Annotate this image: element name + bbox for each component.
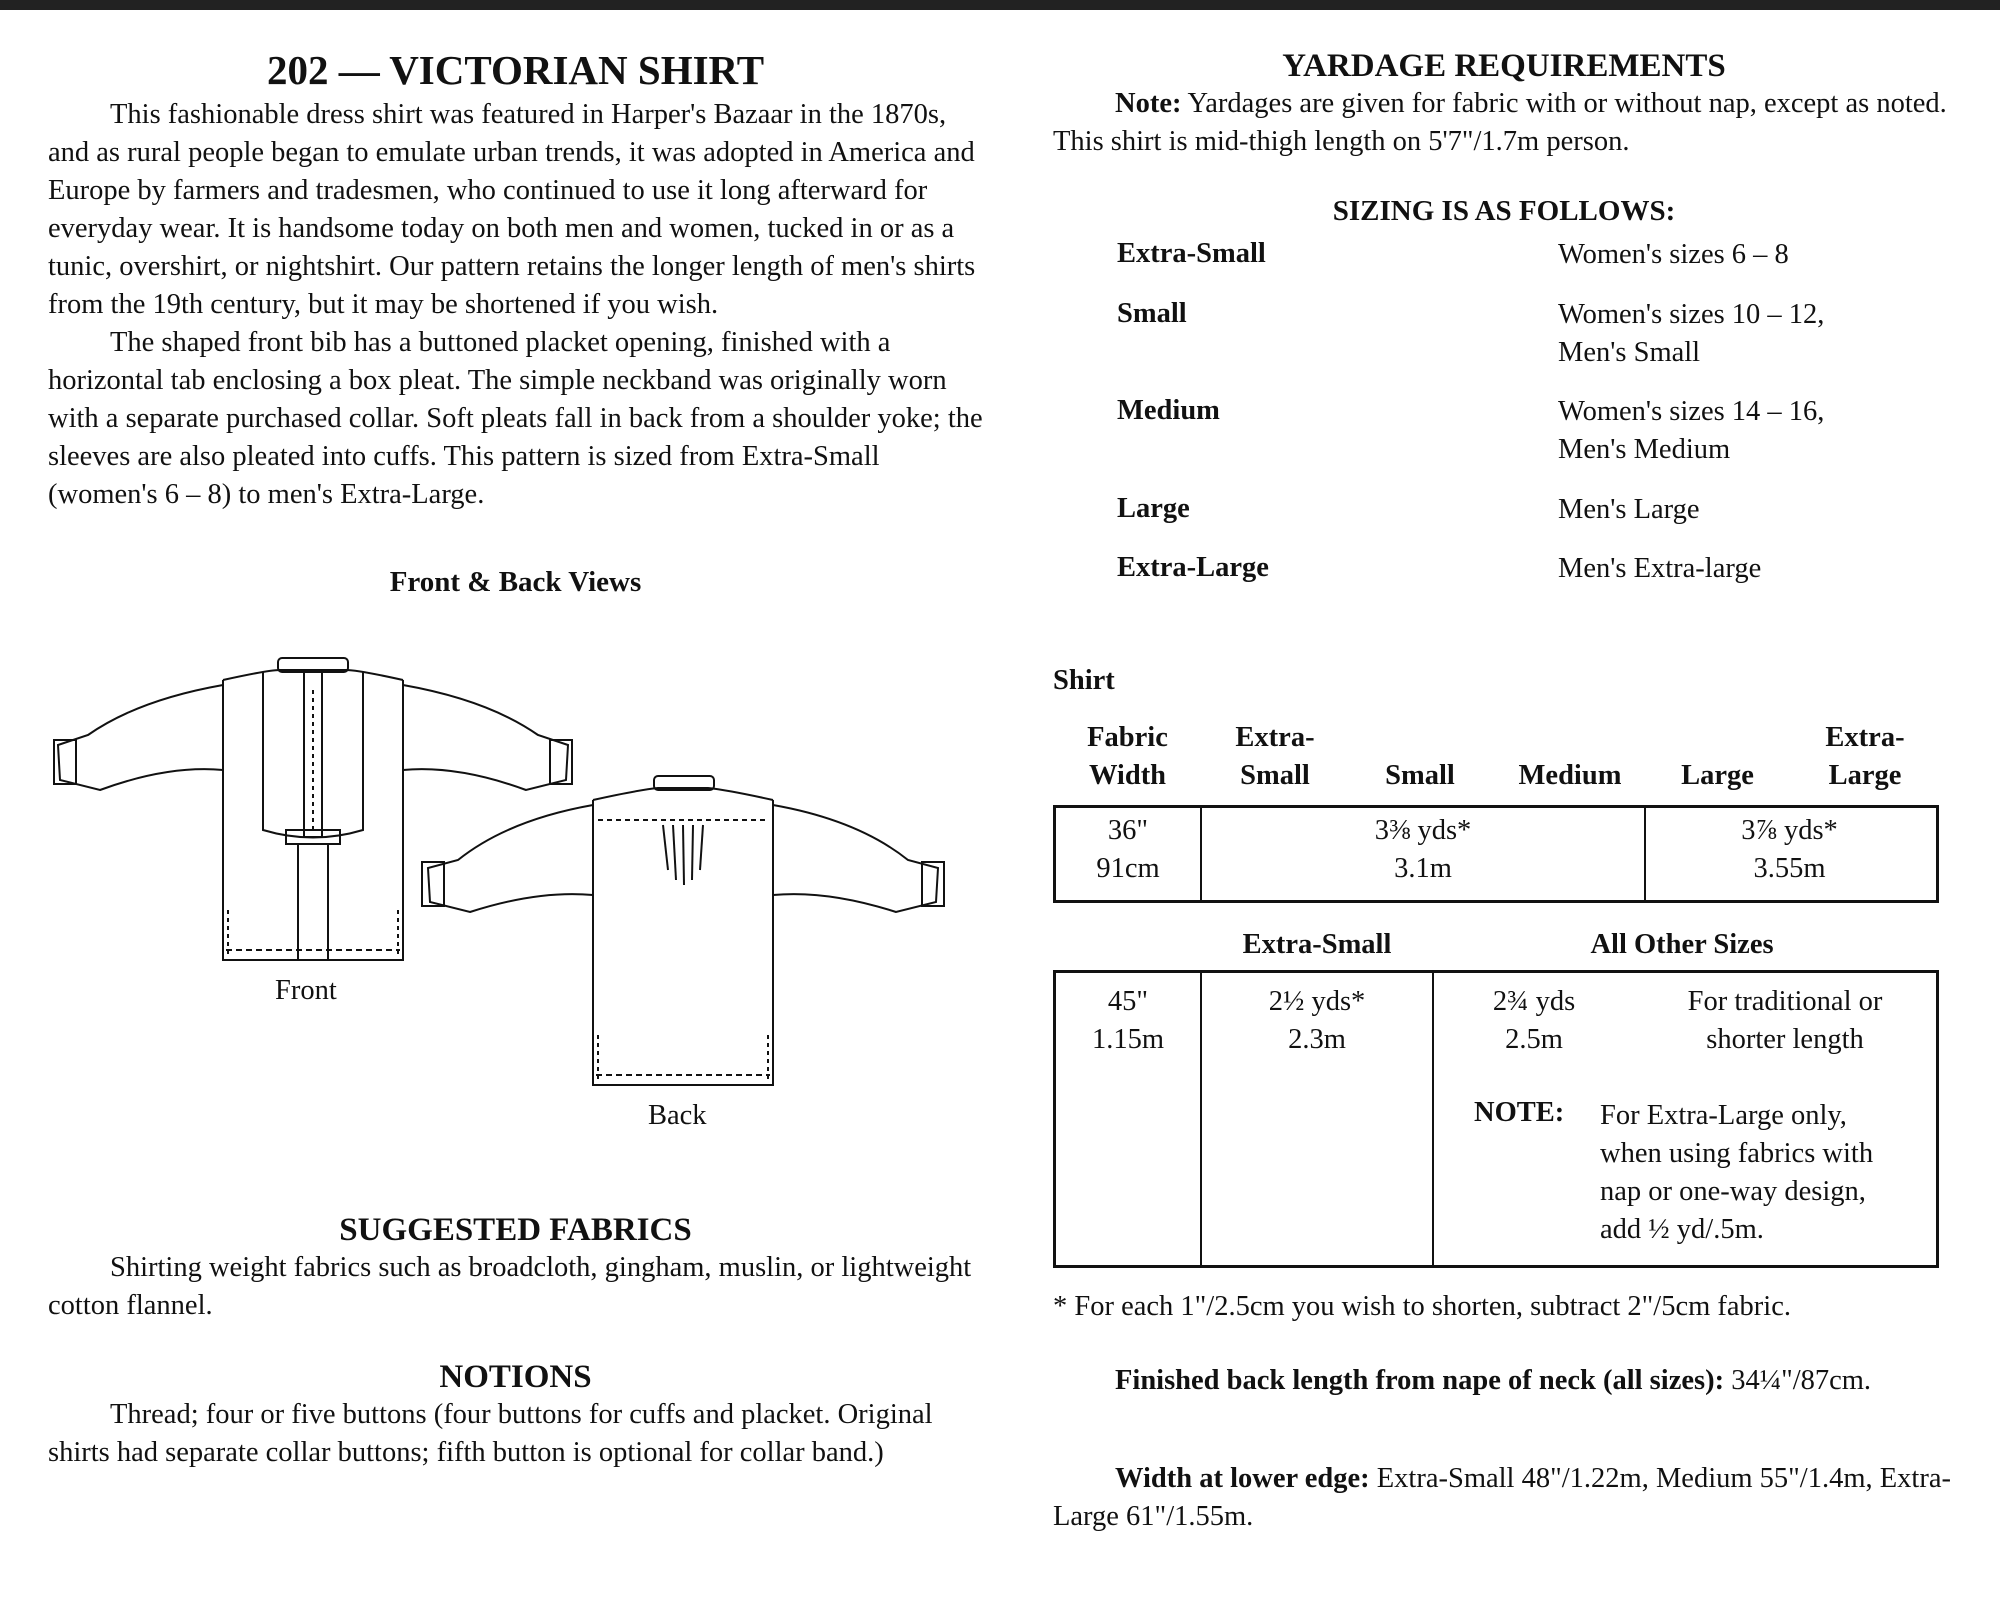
header-fabric-width xyxy=(1070,719,1185,795)
page-title: 202 — VICTORIAN SHIRT xyxy=(266,47,765,93)
back-length-label: Finished back length from nape of neck (all sizes): xyxy=(1115,1365,1725,1396)
cell-xs-to-large xyxy=(1202,812,1644,888)
yardage-note xyxy=(1053,85,1955,161)
fabrics-notions-section xyxy=(48,1212,983,1472)
notions-heading: NOTIONS xyxy=(439,1359,592,1395)
size-desc: Women's sizes 6 – 8 xyxy=(1558,239,1789,270)
size-name: Small xyxy=(1117,298,1187,329)
size-name: Extra-Large xyxy=(1117,552,1269,583)
left-column xyxy=(48,40,983,599)
cell-text: 91cm xyxy=(1096,853,1160,884)
header-all-other: All Other Sizes xyxy=(1590,929,1774,960)
back-label: Back xyxy=(648,1100,707,1131)
size-desc: Women's sizes 10 – 12, xyxy=(1558,299,1825,330)
notions-text: Thread; four or five buttons (four buttons for cuffs and placket. Original shirts had separate collar buttons; fifth button is optional for collar band.) xyxy=(48,1399,933,1468)
size-name: Large xyxy=(1117,493,1190,524)
cell-text: 45" xyxy=(1107,986,1149,1017)
cell-text: 3.55m xyxy=(1753,853,1826,884)
cell-text: shorter length xyxy=(1706,1024,1864,1055)
note-text: Yardages are given for fabric with or without nap, except as noted. This shirt is mid-thigh length on 5'7"/1.7m person. xyxy=(1053,88,1947,157)
size-name: Extra-Small xyxy=(1117,238,1266,269)
cell-text: 3.1m xyxy=(1394,853,1452,884)
cell-text: For traditional or xyxy=(1687,986,1883,1017)
note-line: nap or one-way design, xyxy=(1600,1176,1866,1207)
sizing-heading: SIZING IS AS FOLLOWS: xyxy=(1332,195,1676,227)
views-caption: Front & Back Views xyxy=(389,566,642,598)
intro-paragraph-1: This fashionable dress shirt was featured in Harper's Bazaar in the 1870s, and as rural people began to emulate urban trends, it was adopted in America and Europe by farmers and tradesmen, who continued to use it long afterward for everyday wear. It is handsome today on both men and women, tucked in or as a tunic, overshirt, or nightshirt. Our pattern retains the longer length of men's shirts from the 19th century, but it may be shortened if you wish. xyxy=(48,99,976,320)
cell-text: 2.3m xyxy=(1288,1024,1346,1055)
cell-text: 1.15m xyxy=(1091,1024,1165,1055)
size-desc: Men's Small xyxy=(1558,337,1701,368)
intro-paragraph-2: The shaped front bib has a buttoned placket opening, finished with a horizontal tab enclosing a box pleat. The simple neckband was originally worn with a separate purchased collar. Soft pleats fall in back from a shoulder yoke; the sleeves are also pleated into cuffs. This pattern is sized from Extra-Small (women's 6 – 8) to men's Extra-Large. xyxy=(48,327,983,510)
lower-edge-width xyxy=(1053,1460,1955,1536)
header-text: Small xyxy=(1240,760,1310,791)
cell-xl-36 xyxy=(1646,812,1933,888)
header-text: Extra- xyxy=(1825,722,1905,753)
right-column xyxy=(1053,40,1955,228)
fabrics-text: Shirting weight fabrics such as broadcloth, gingham, muslin, or lightweight cotton flannel. xyxy=(48,1252,972,1321)
width-value: Extra-Small 48"/1.22m, Medium 55"/1.4m, Extra-Large 61"/1.55m. xyxy=(1053,1463,1951,1532)
note-label: Note: xyxy=(1115,88,1182,119)
header-medium: Medium xyxy=(1518,760,1622,791)
fabrics-heading: SUGGESTED FABRICS xyxy=(339,1212,692,1248)
cell-traditional xyxy=(1640,983,1930,1059)
back-length xyxy=(1053,1362,1955,1400)
cell-width-45 xyxy=(1056,983,1200,1059)
shirt-illustration xyxy=(48,640,983,1140)
header-large: Large xyxy=(1681,760,1754,791)
front-shirt-drawing xyxy=(54,658,572,960)
back-shirt-drawing xyxy=(422,776,944,1085)
front-label: Front xyxy=(275,975,337,1006)
cell-other-45 xyxy=(1434,983,1634,1059)
yardage-heading: YARDAGE REQUIREMENTS xyxy=(1282,48,1726,84)
note-line: add ½ yd/.5m. xyxy=(1600,1214,1764,1245)
cell-text: 2.5m xyxy=(1505,1024,1563,1055)
size-desc: Women's sizes 14 – 16, xyxy=(1558,396,1825,427)
xl-note-label: NOTE: xyxy=(1474,1097,1565,1128)
header-extra-large xyxy=(1805,719,1925,795)
footnote: * For each 1"/2.5cm you wish to shorten, subtract 2"/5cm fabric. xyxy=(1053,1291,1791,1322)
header-text: Fabric xyxy=(1087,722,1168,753)
header-extra-small xyxy=(1215,719,1335,795)
width-label: Width at lower edge: xyxy=(1115,1463,1370,1494)
header-text: Large xyxy=(1828,760,1902,791)
cell-xs-45 xyxy=(1202,983,1432,1059)
cell-width-36 xyxy=(1056,812,1200,888)
xl-note-text xyxy=(1600,1097,1873,1249)
cell-text: 3⅞ yds* xyxy=(1741,815,1838,846)
back-length-value: 34¼"/87cm. xyxy=(1731,1365,1872,1396)
cell-text: 3⅜ yds* xyxy=(1374,815,1472,846)
note-line: when using fabrics with xyxy=(1600,1138,1874,1169)
size-name: Medium xyxy=(1117,395,1220,426)
shirt-label: Shirt xyxy=(1053,665,1115,696)
cell-text: 36" xyxy=(1107,815,1149,846)
cell-text: 2¾ yds xyxy=(1492,986,1576,1017)
top-border xyxy=(0,0,2000,10)
header-text: Extra- xyxy=(1235,722,1315,753)
size-desc: Men's Large xyxy=(1558,494,1700,525)
size-desc: Men's Extra-large xyxy=(1558,553,1762,584)
cell-text: 2½ yds* xyxy=(1268,986,1366,1017)
header-text: Width xyxy=(1088,760,1167,791)
header-small: Small xyxy=(1385,760,1455,791)
size-desc: Men's Medium xyxy=(1558,434,1731,465)
header-extra-small-2: Extra-Small xyxy=(1242,929,1392,960)
note-line: For Extra-Large only, xyxy=(1600,1100,1847,1131)
